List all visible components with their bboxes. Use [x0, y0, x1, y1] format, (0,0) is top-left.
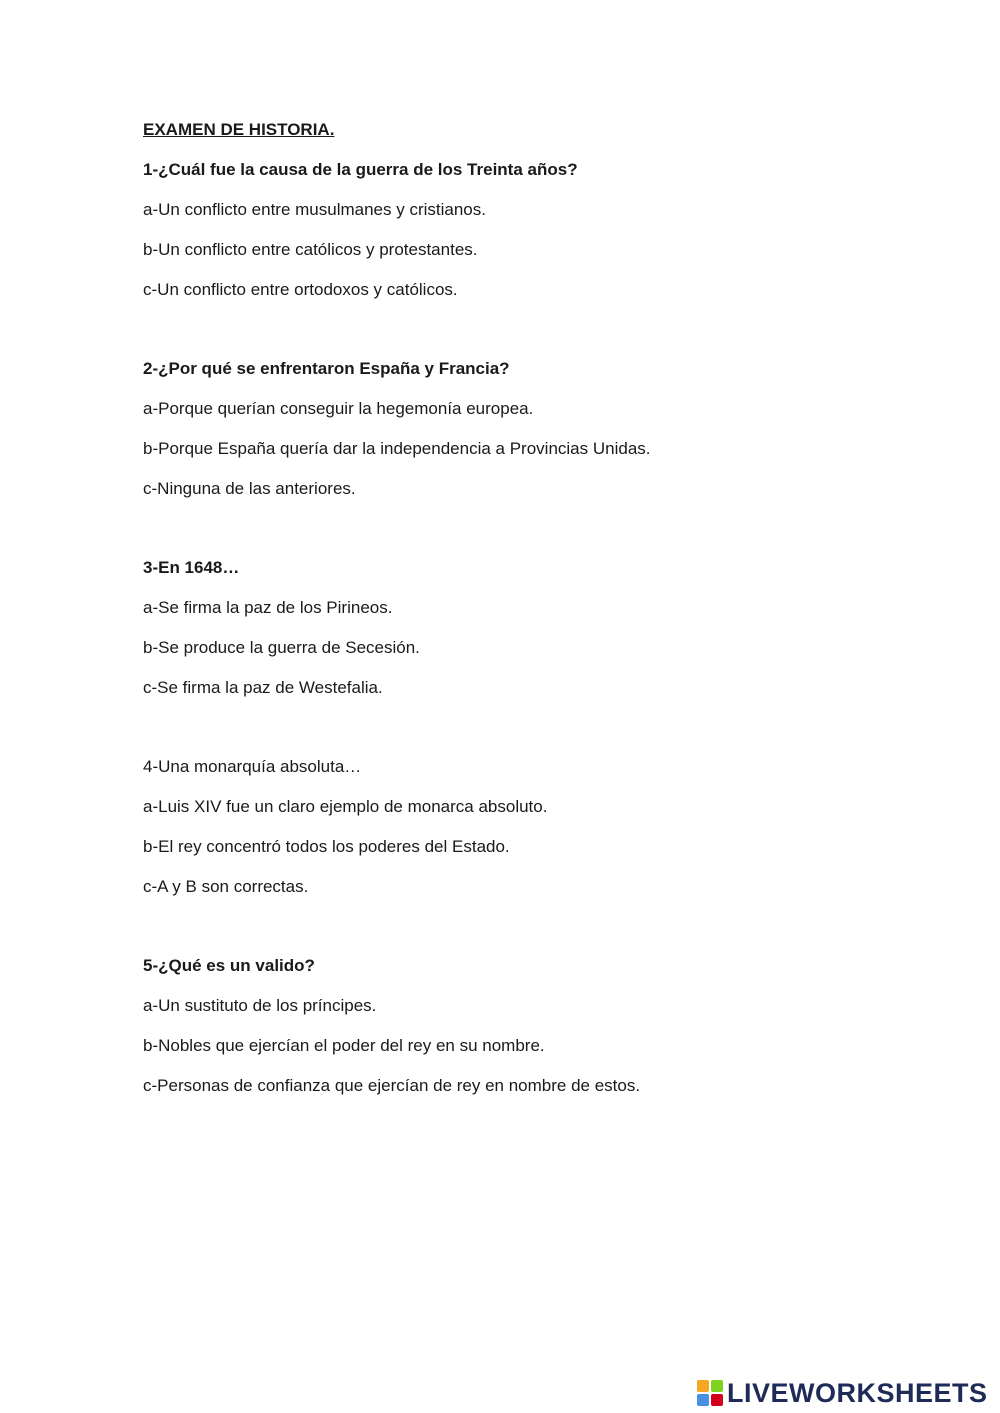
logo-tile-4 [711, 1394, 723, 1406]
question-3: 3-En 1648… [143, 558, 240, 577]
option-3c[interactable]: c-Se firma la paz de Westefalia. [143, 678, 383, 697]
option-3b[interactable]: b-Se produce la guerra de Secesión. [143, 638, 420, 657]
option-1c[interactable]: c-Un conflicto entre ortodoxos y católicos. [143, 280, 458, 299]
option-1a[interactable]: a-Un conflicto entre musulmanes y cristianos. [143, 200, 486, 219]
logo-tile-2 [711, 1380, 723, 1392]
option-4a[interactable]: a-Luis XIV fue un claro ejemplo de monarca absoluto. [143, 797, 548, 816]
logo-text: LIVEWORKSHEETS [727, 1377, 988, 1408]
option-1b[interactable]: b-Un conflicto entre católicos y protestantes. [143, 240, 478, 259]
option-5a[interactable]: a-Un sustituto de los príncipes. [143, 996, 377, 1015]
option-2c[interactable]: c-Ninguna de las anteriores. [143, 479, 356, 498]
option-4b[interactable]: b-El rey concentró todos los poderes del Estado. [143, 837, 510, 856]
question-block-3 [143, 556, 903, 700]
option-5b[interactable]: b-Nobles que ejercían el poder del rey en su nombre. [143, 1036, 545, 1055]
question-block-5 [143, 954, 903, 1098]
question-1: 1-¿Cuál fue la causa de la guerra de los Treinta años? [143, 160, 578, 179]
option-5c[interactable]: c-Personas de confianza que ejercían de rey en nombre de estos. [143, 1076, 641, 1095]
question-block-2 [143, 357, 903, 501]
liveworksheets-icon [697, 1380, 723, 1406]
option-4c[interactable]: c-A y B son correctas. [143, 877, 309, 896]
option-3a[interactable]: a-Se firma la paz de los Pirineos. [143, 598, 393, 617]
option-2b[interactable]: b-Porque España quería dar la independencia a Provincias Unidas. [143, 439, 651, 458]
exam-title: EXAMEN DE HISTORIA. [143, 120, 335, 139]
question-2: 2-¿Por qué se enfrentaron España y Francia? [143, 359, 510, 378]
logo-tile-1 [697, 1380, 709, 1392]
question-4: 4-Una monarquía absoluta… [143, 757, 362, 776]
option-2a[interactable]: a-Porque querían conseguir la hegemonía europea. [143, 399, 534, 418]
question-5: 5-¿Qué es un valido? [143, 956, 315, 975]
liveworksheets-logo[interactable] [697, 1378, 988, 1408]
question-block-1 [143, 158, 903, 302]
logo-tile-3 [697, 1394, 709, 1406]
question-block-4 [143, 755, 903, 899]
worksheet-document [143, 118, 903, 1114]
